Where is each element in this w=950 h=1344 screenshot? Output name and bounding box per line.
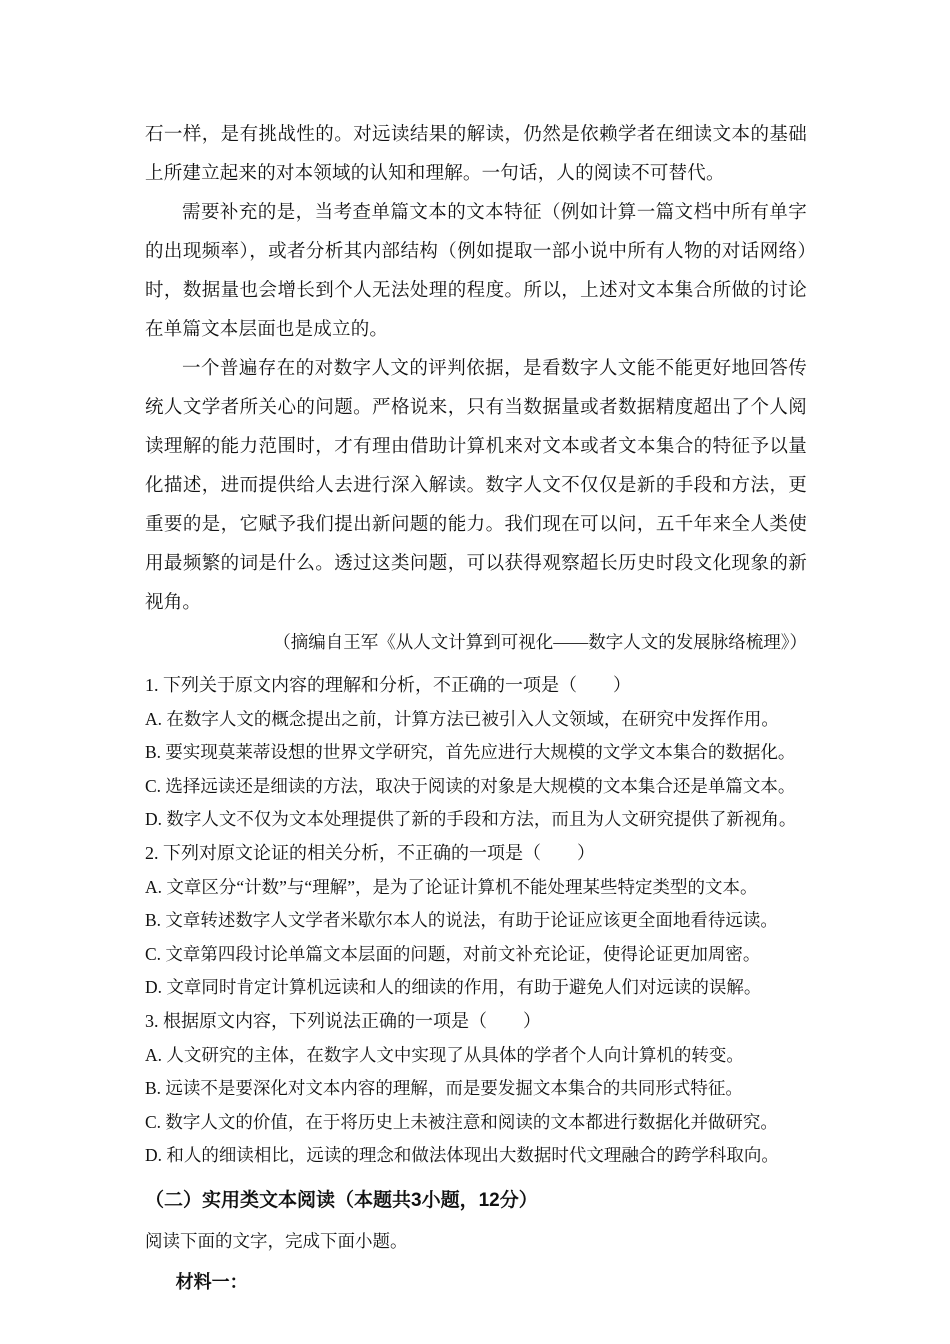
- question-option: A. 文章区分“计数”与“理解”，是为了论证计算机不能处理某些特定类型的文本。: [145, 876, 758, 897]
- material-label: 材料一：: [175, 1271, 248, 1292]
- question-stem: 3. 根据原文内容，下列说法正确的一项是（ ）: [145, 1010, 541, 1031]
- body-paragraph: 石一样，是有挑战性的。对远读结果的解读，仍然是依赖学者在细读文本的基础上所建立起来的对本领域的认知和理解。一句话，人的阅读不可替代。: [145, 125, 807, 184]
- body-paragraph: 一个普遍存在的对数字人文的评判依据，是看数字人文能不能更好地回答传统人文学者所关心的问题。严格说来，只有当数据量或者数据精度超出了个人阅读理解的能力范围时，才有理由借助计算机来对文本或者文本集合的特征予以量化描述，进而提供给人去进行深入解读。数字人文不仅仅是新的手段和方法，更重要的是，它赋予我们提出新问题的能力。我们现在可以问，五千年来全人类使用最频繁的词是什么。透过这类问题，可以获得观察超长历史时段文化现象的新视角。: [145, 359, 807, 613]
- question-option: A. 人文研究的主体，在数字人文中实现了从具体的学者个人向计算机的转变。: [145, 1044, 744, 1065]
- question-option: D. 数字人文不仅为文本处理提供了新的手段和方法，而且为人文研究提供了新视角。: [145, 809, 797, 830]
- question-block-1: [145, 669, 807, 837]
- question-option: D. 和人的细读相比，远读的理念和做法体现出大数据时代文理融合的跨学科取向。: [145, 1145, 779, 1166]
- question-option: B. 要实现莫莱蒂设想的世界文学研究，首先应进行大规模的文学文本集合的数据化。: [145, 742, 796, 763]
- reading-instruction: 阅读下面的文字，完成下面小题。: [145, 1230, 408, 1251]
- section-heading: （二）实用类文本阅读（本题共3小题，12分）: [145, 1189, 538, 1211]
- question-option: C. 数字人文的价值，在于将历史上未被注意和阅读的文本都进行数据化并做研究。: [145, 1111, 778, 1132]
- question-stem: 1. 下列关于原文内容的理解和分析，不正确的一项是（ ）: [145, 675, 631, 695]
- question-option: C. 选择远读还是细读的方法，取决于阅读的对象是大规模的文本集合还是单篇文本。: [145, 775, 796, 796]
- question-block-2: [145, 837, 807, 1005]
- body-paragraph: 需要补充的是，当考查单篇文本的文本特征（例如计算一篇文档中所有单字的出现频率），或者分析其内部结构（例如提取一部小说中所有人物的对话网络）时，数据量也会增长到个人无法处理的程度。所以，上述对文本集合所做的讨论在单篇文本层面也是成立的。: [145, 203, 807, 340]
- question-option: D. 文章同时肯定计算机远读和人的细读的作用，有助于避免人们对远读的误解。: [145, 977, 762, 998]
- question-stem: 2. 下列对原文论证的相关分析，不正确的一项是（ ）: [145, 842, 595, 863]
- question-block-3: [145, 1005, 807, 1173]
- question-option: C. 文章第四段讨论单篇文本层面的问题，对前文补充论证，使得论证更加周密。: [145, 943, 761, 964]
- question-option: B. 文章转述数字人文学者米歇尔本人的说法，有助于论证应该更全面地看待远读。: [145, 910, 778, 931]
- source-attribution: （摘编自王军《从人文计算到可视化——数字人文的发展脉络梳理》）: [273, 632, 807, 652]
- question-option: B. 远读不是要深化对文本内容的理解，而是要发掘文本集合的共同形式特征。: [145, 1078, 743, 1099]
- question-option: A. 在数字人文的概念提出之前，计算方法已被引入人文领域，在研究中发挥作用。: [145, 708, 779, 729]
